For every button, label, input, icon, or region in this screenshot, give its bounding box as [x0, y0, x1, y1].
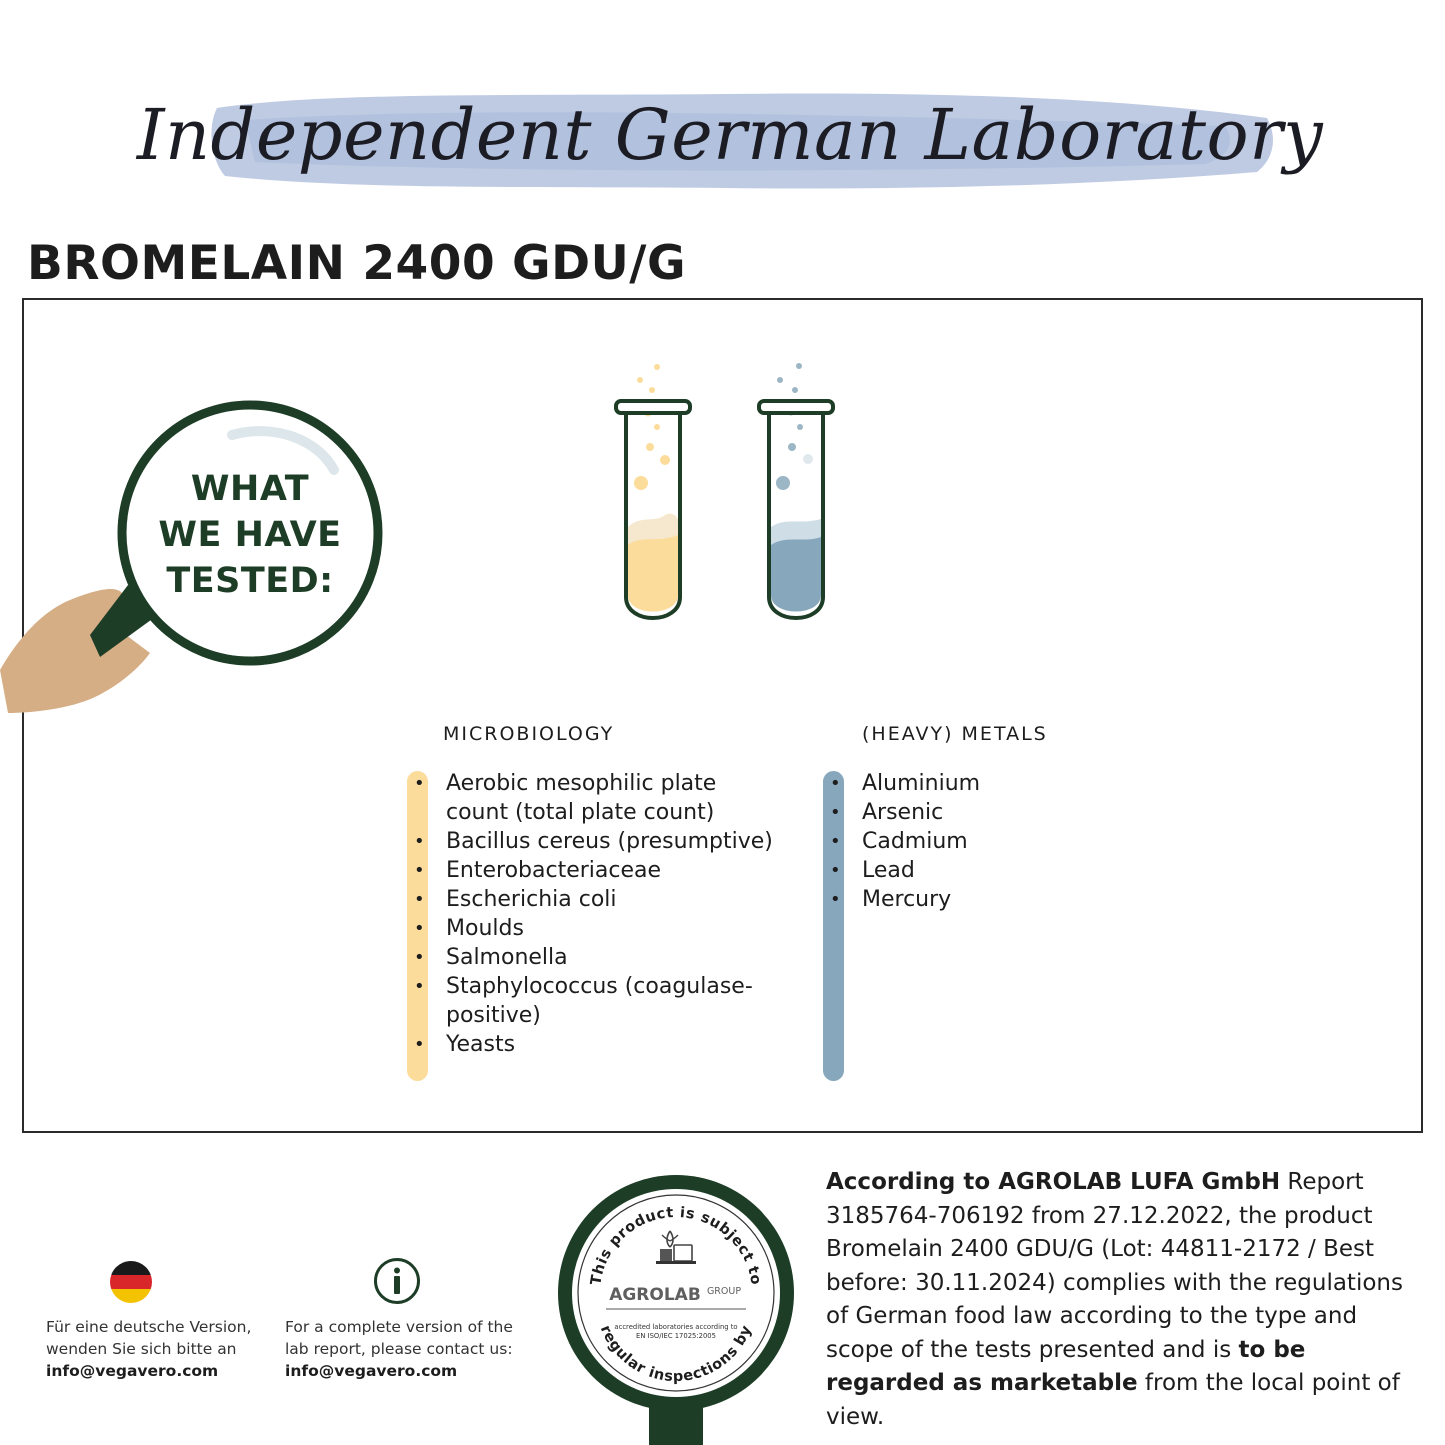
bullet-icon: •	[830, 831, 841, 852]
magnifier-line-2: WE HAVE	[158, 515, 342, 555]
german-contact-email[interactable]: info@vegavero.com	[46, 1362, 219, 1380]
list-item: • Escherichia coli	[414, 887, 617, 912]
product-title: BROMELAIN 2400 GDU/G	[27, 236, 687, 291]
agrolab-seal-icon	[548, 1165, 804, 1445]
list-item: • Yeasts	[414, 1032, 516, 1057]
svg-text:GROUP: GROUP	[706, 1286, 742, 1297]
svg-text:accredited laboratories accord: accredited laboratories according to	[614, 1323, 738, 1331]
magnifier-label	[140, 466, 360, 604]
bullet-icon: •	[830, 773, 841, 794]
germany-flag-icon	[109, 1260, 153, 1304]
test-tube-blue-icon	[759, 363, 833, 618]
list-item: • Lead	[830, 858, 915, 883]
list-item: • Moulds	[414, 916, 524, 941]
test-tube-yellow-icon	[616, 364, 690, 618]
report-contact-email[interactable]: info@vegavero.com	[285, 1362, 458, 1380]
bullet-icon: •	[414, 1034, 425, 1055]
bullet-icon: •	[830, 802, 841, 823]
list-item: • Aerobic mesophilic plate count (total plate count)	[414, 771, 717, 825]
microbiology-heading: MICROBIOLOGY	[443, 723, 615, 745]
magnifier-line-1: WHAT	[190, 469, 310, 509]
magnifier-line-3: TESTED:	[166, 561, 334, 601]
bullet-icon: •	[830, 889, 841, 910]
info-icon	[373, 1257, 421, 1305]
list-item: • Mercury	[830, 887, 952, 912]
list-item: • Aluminium	[830, 771, 981, 796]
bullet-icon: •	[414, 976, 425, 997]
svg-text:This product is subject to: This product is subject to	[588, 1204, 764, 1287]
metals-heading: (HEAVY) METALS	[862, 723, 1048, 745]
list-item: • Enterobacteriaceae	[414, 858, 662, 883]
bullet-icon: •	[414, 889, 425, 910]
page-heading-script: Independent German Laboratory	[136, 94, 1324, 176]
list-item: • Bacillus cereus (presumptive)	[414, 829, 773, 854]
bullet-icon: •	[414, 860, 425, 881]
svg-text:EN ISO/IEC 17025:2005: EN ISO/IEC 17025:2005	[636, 1332, 716, 1340]
list-item: • Salmonella	[414, 945, 568, 970]
list-item: • Cadmium	[830, 829, 968, 854]
report-contact-text: For a complete version of the lab report, please contact us: info@vegavero.com	[285, 1316, 525, 1382]
bullet-icon: •	[414, 773, 425, 794]
list-item: • Staphylococcus (coagulase-positive)	[414, 974, 753, 1028]
german-contact-text: Für eine deutsche Version, wenden Sie sich bitte an info@vegavero.com	[46, 1316, 276, 1382]
bullet-icon: •	[830, 860, 841, 881]
metals-list	[830, 769, 1112, 914]
svg-text:regular inspections by: regular inspections by	[596, 1323, 756, 1386]
list-item: • Arsenic	[830, 800, 944, 825]
svg-text:AGROLAB: AGROLAB	[609, 1285, 701, 1305]
bullet-icon: •	[414, 947, 425, 968]
microbiology-list	[414, 769, 776, 1059]
bullet-icon: •	[414, 831, 425, 852]
bullet-icon: •	[414, 918, 425, 939]
test-tubes-illustration	[600, 355, 850, 635]
compliance-statement: According to AGROLAB LUFA GmbH Report 3185764-706192 from 27.12.2022, the product Bromelain 2400 GDU/G (Lot: 44811-2172 / Best before: 30.11.2024) complies with the regulations of German food law according to the type and scope of the tests presented and is to be regarded as marketable from the local point of view.	[826, 1169, 1403, 1430]
